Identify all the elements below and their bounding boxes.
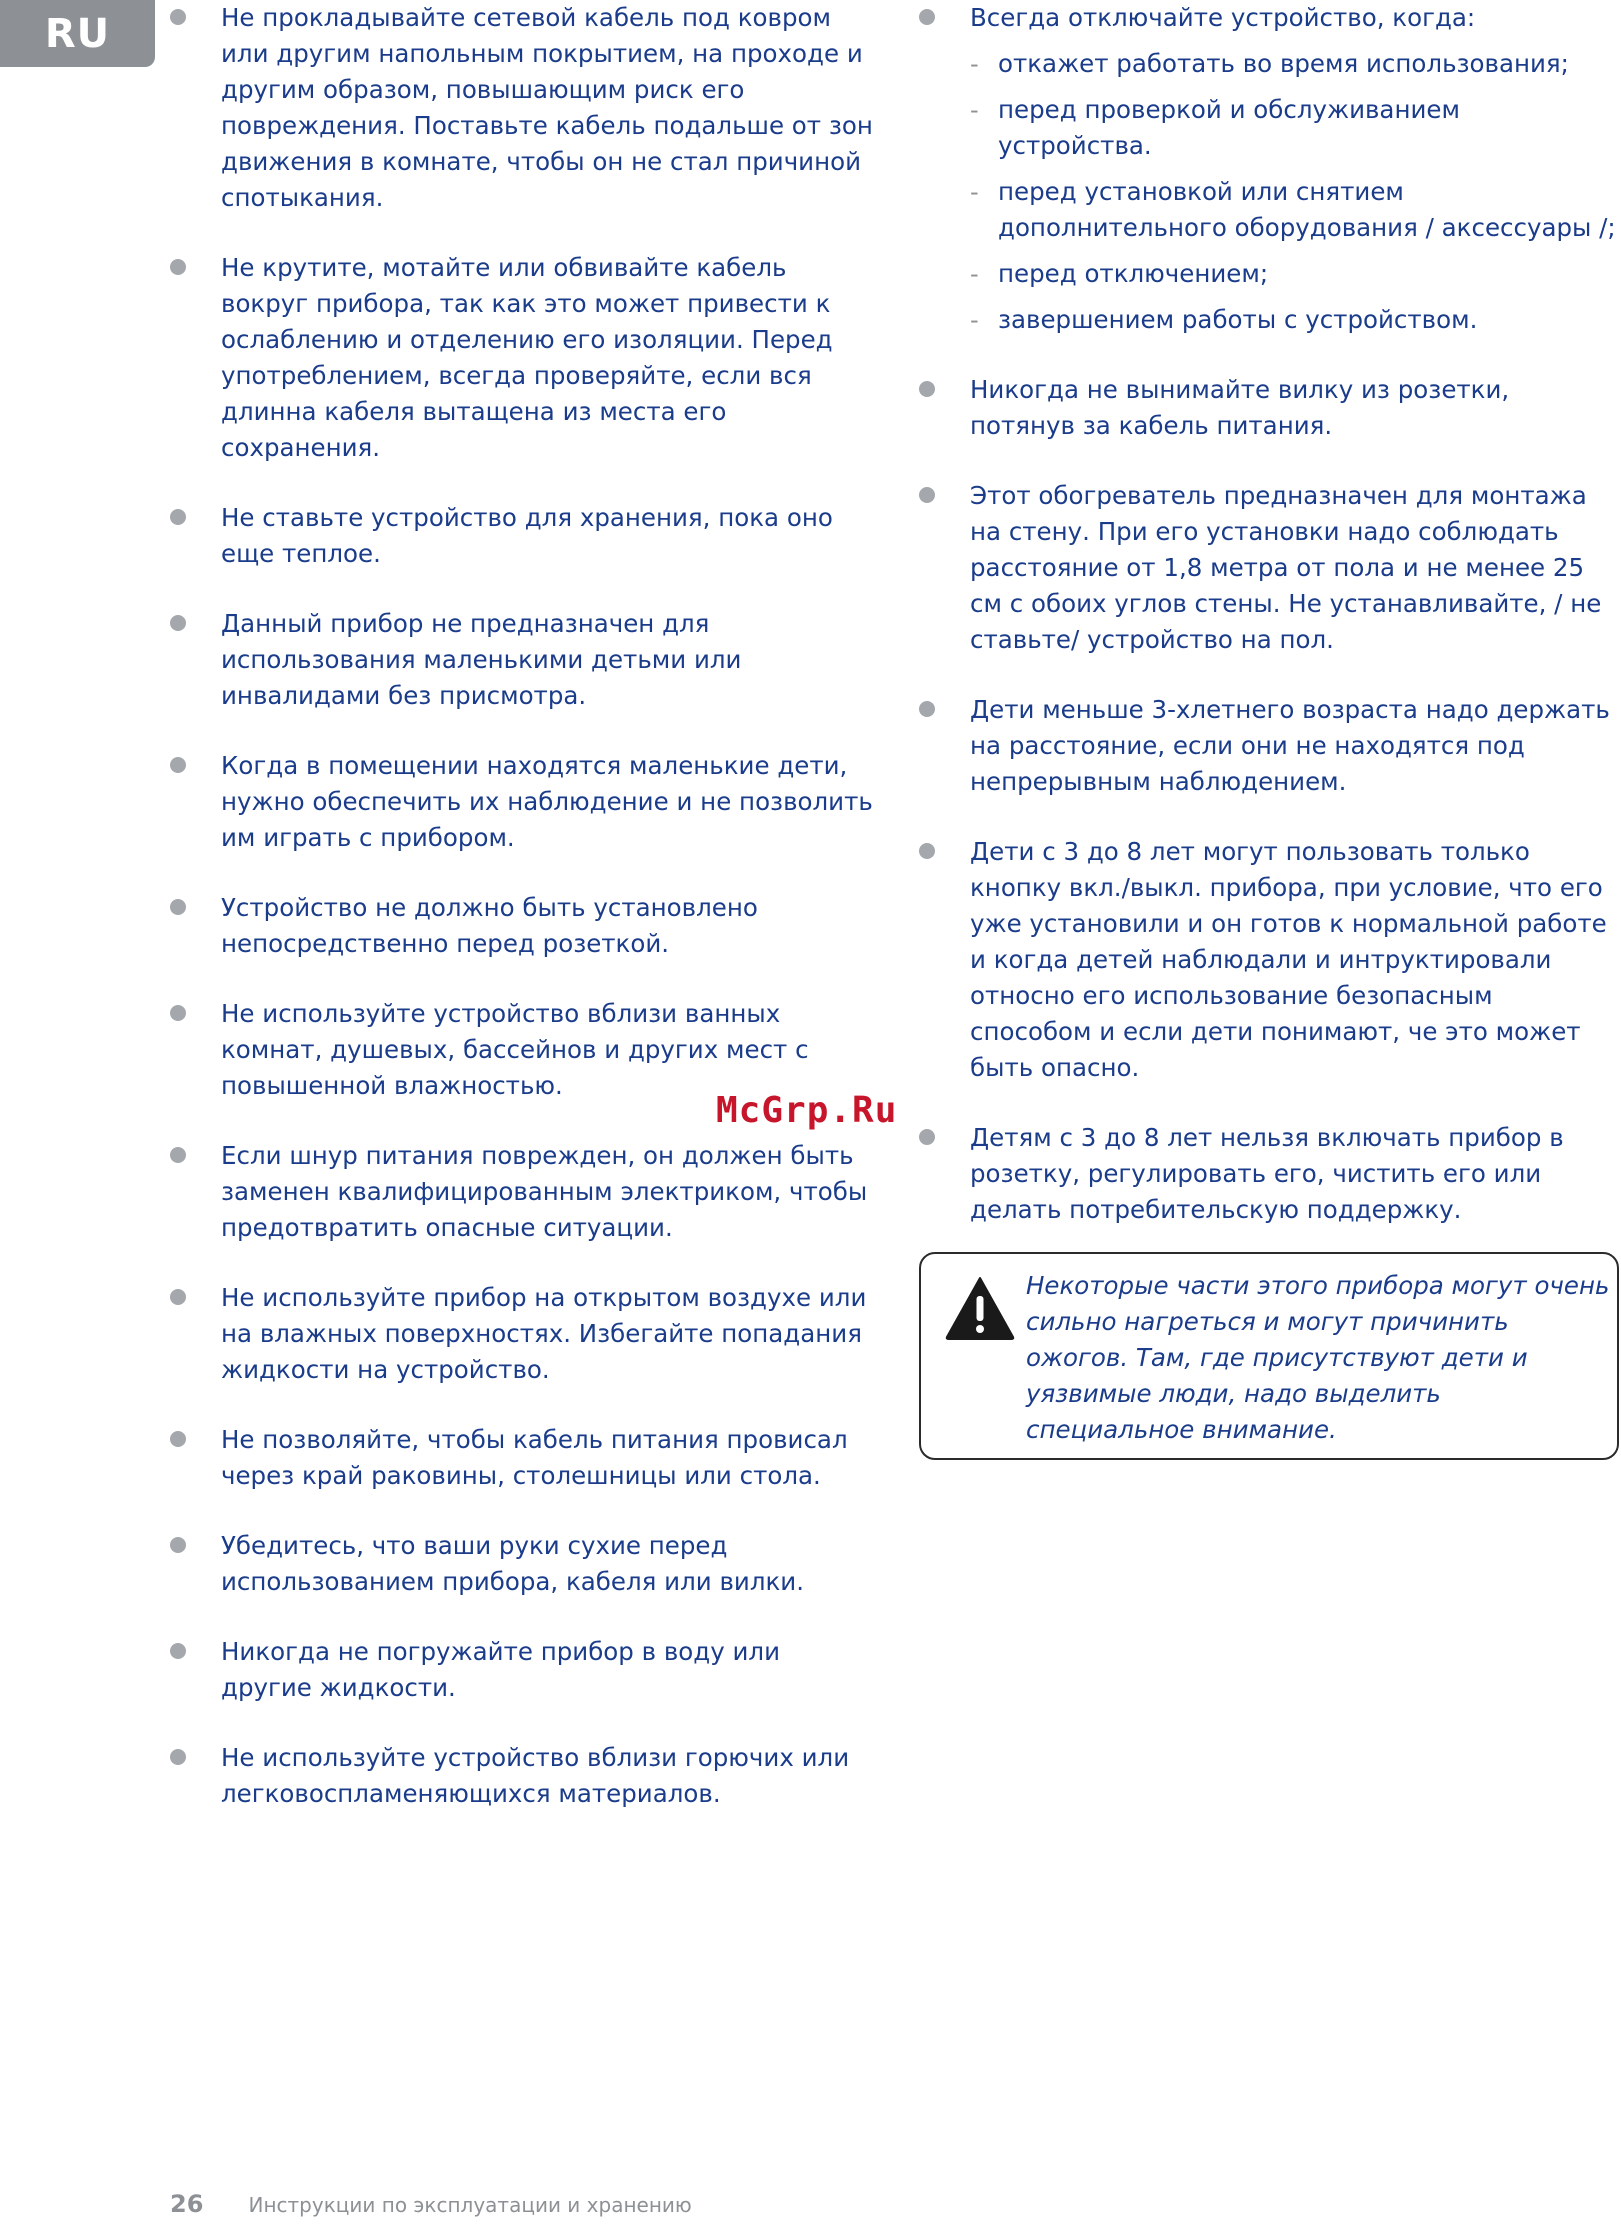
- sublist-item-text: перед проверкой и обслуживанием устройства.: [998, 95, 1460, 160]
- bullet-icon: [919, 381, 935, 397]
- dash-icon: -: [970, 260, 979, 288]
- list-item-text: Данный прибор не предназначен для использования маленькими детьми или инвалидами без присмотра.: [221, 609, 742, 710]
- list-item-text: Никогда не погружайте прибор в воду или другие жидкости.: [221, 1637, 781, 1702]
- dash-icon: -: [970, 306, 979, 334]
- warning-box: [919, 1252, 1619, 1460]
- list-item-text: Когда в помещении находятся маленькие дети, нужно обеспечить их наблюдение и не позволить им играть с прибором.: [221, 751, 873, 852]
- bullet-icon: [170, 899, 186, 915]
- list-item-text: Никогда не вынимайте вилку из розетки, потянув за кабель питания.: [970, 375, 1510, 440]
- dash-icon: -: [970, 50, 979, 78]
- page-number: 26: [170, 2190, 204, 2218]
- footer-title: Инструкции по эксплуатации и хранению: [248, 2193, 692, 2217]
- list-item: [170, 1422, 875, 1494]
- list-item-text: Не прокладывайте сетевой кабель под ковром или другим напольным покрытием, на проходе и другим образом, повышающим риск его повреждения. Поставьте кабель подальше от зон движения в комнате, чтобы он не стал причиной спотыкания.: [221, 3, 873, 212]
- bullet-icon: [919, 487, 935, 503]
- bullet-icon: [170, 259, 186, 275]
- left-column: [170, 0, 875, 1846]
- footer: [170, 2190, 692, 2218]
- list-item: [919, 834, 1619, 1086]
- list-item: [919, 1120, 1619, 1228]
- bullet-icon: [170, 509, 186, 525]
- list-item-text: Не крутите, мотайте или обвивайте кабель вокруг прибора, так как это может привести к ослаблению и отделению его изоляции. Перед употреблением, всегда проверяйте, если вся длинна кабеля вытащена из места его сохранения.: [221, 253, 833, 462]
- sublist: [970, 46, 1619, 338]
- list-item: [919, 0, 1619, 338]
- bullet-icon: [170, 1643, 186, 1659]
- list-item: [170, 500, 875, 572]
- sublist-item-text: завершением работы с устройством.: [998, 305, 1478, 334]
- sublist-item: [970, 302, 1619, 338]
- list-item: [170, 890, 875, 962]
- bullet-icon: [919, 1129, 935, 1145]
- list-item-text: Не позволяйте, чтобы кабель питания провисал через край раковины, столешницы или стола.: [221, 1425, 848, 1490]
- warning-text: Некоторые части этого прибора могут очень сильно нагреться и могут причинить ожогов. Там, где присутствуют дети и уязвимые люди, надо выделить специальное внимание.: [1026, 1271, 1610, 1444]
- list-item-text: Если шнур питания поврежден, он должен быть заменен квалифицированным электриком, чтобы предотвратить опасные ситуации.: [221, 1141, 868, 1242]
- bullet-icon: [919, 9, 935, 25]
- bullet-icon: [170, 1005, 186, 1021]
- sublist-item-text: откажет работать во время использования;: [998, 49, 1569, 78]
- list-item-text: Дети с 3 до 8 лет могут пользовать только кнопку вкл./выкл. прибора, при условие, что его уже установили и он готов к нормальной работе и когда детей наблюдали и интруктировали относно его использование безопасным способом и если дети понимают, че это может быть опасно.: [970, 837, 1607, 1082]
- bullet-icon: [170, 757, 186, 773]
- list-item-text: Не используйте прибор на открытом воздухе или на влажных поверхностях. Избегайте попадания жидкости на устройство.: [221, 1283, 867, 1384]
- sublist-item: [970, 256, 1619, 292]
- sublist-item: [970, 46, 1619, 82]
- bullet-icon: [170, 1537, 186, 1553]
- sublist-item: [970, 92, 1619, 164]
- list-item-text: Не ставьте устройство для хранения, пока оно еще теплое.: [221, 503, 833, 568]
- bullet-icon: [919, 701, 935, 717]
- dash-icon: -: [970, 178, 979, 206]
- list-item: [919, 478, 1619, 658]
- list-item: [170, 1634, 875, 1706]
- bullet-icon: [170, 1289, 186, 1305]
- list-item: [170, 996, 875, 1104]
- list-item: [170, 606, 875, 714]
- list-item: [170, 1528, 875, 1600]
- list-item-text: Убедитесь, что ваши руки сухие перед использованием прибора, кабеля или вилки.: [221, 1531, 804, 1596]
- warning-triangle-icon: [945, 1276, 1015, 1340]
- list-item: [170, 0, 875, 216]
- list-item-text: Дети меньше 3-хлетнего возраста надо держать на расстояние, если они не находятся под непрерывным наблюдением.: [970, 695, 1610, 796]
- list-item: [170, 1280, 875, 1388]
- list-item: [170, 748, 875, 856]
- list-item: [170, 250, 875, 466]
- list-item: [170, 1740, 875, 1812]
- bullet-icon: [170, 9, 186, 25]
- bullet-icon: [170, 1749, 186, 1765]
- right-column: [919, 0, 1619, 1262]
- list-item: [170, 1138, 875, 1246]
- bullet-icon: [919, 843, 935, 859]
- list-item-text: Детям с 3 до 8 лет нельзя включать прибор в розетку, регулировать его, чистить его или делать потребительскую поддержку.: [970, 1123, 1564, 1224]
- language-tab: [0, 0, 155, 67]
- bullet-icon: [170, 1147, 186, 1163]
- sublist-item-text: перед установкой или снятием дополнительного оборудования / аксессуары /;: [998, 177, 1616, 242]
- sublist-item: [970, 174, 1619, 246]
- list-item-text: Устройство не должно быть установлено непосредственно перед розеткой.: [221, 893, 758, 958]
- dash-icon: -: [970, 96, 979, 124]
- list-item-text: Всегда отключайте устройство, когда:: [970, 3, 1476, 32]
- sublist-item-text: перед отключением;: [998, 259, 1269, 288]
- list-item: [919, 372, 1619, 444]
- list-item-text: Не используйте устройство вблизи ванных комнат, душевых, бассейнов и других мест с повышенной влажностью.: [221, 999, 809, 1100]
- list-item-text: Этот обогреватель предназначен для монтажа на стену. При его установки надо соблюдать расстояние от 1,8 метра от пола и не менее 25 см с обоих углов стены. Не устанавливайте, / не ставьте/ устройство на пол.: [970, 481, 1602, 654]
- list-item-text: Не используйте устройство вблизи горючих или легковоспламеняющихся материалов.: [221, 1743, 850, 1808]
- bullet-icon: [170, 1431, 186, 1447]
- language-code: RU: [44, 10, 111, 57]
- list-item: [919, 692, 1619, 800]
- bullet-icon: [170, 615, 186, 631]
- watermark: McGrp.Ru: [716, 1090, 898, 1131]
